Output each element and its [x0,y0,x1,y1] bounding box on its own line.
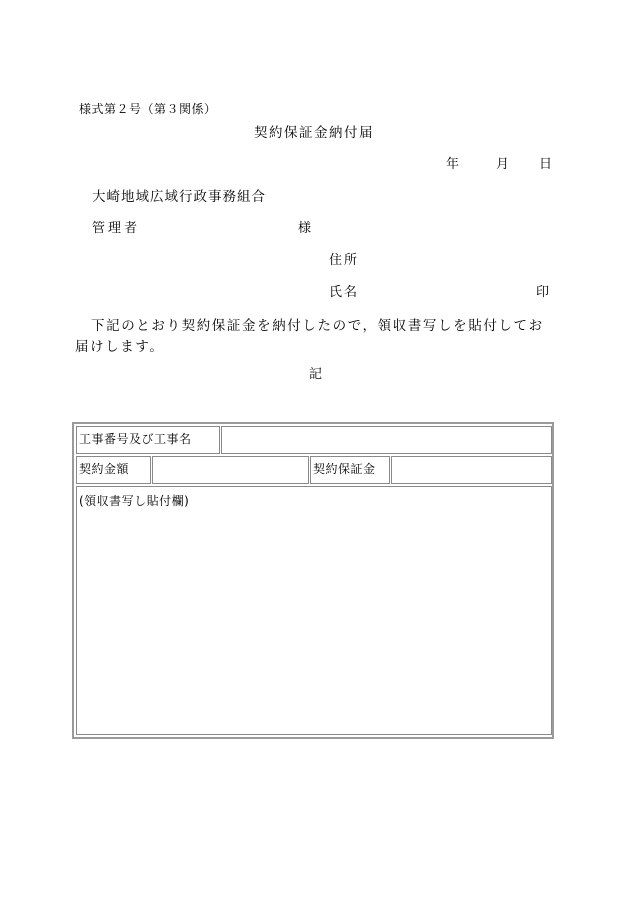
contract-amount-label: 契約金額 [76,456,151,484]
contract-deposit-field[interactable] [391,456,552,484]
submitter-address-label: 住所 [329,253,360,268]
form-number: 様式第２号（第３関係） [79,102,217,116]
submitter-name-label: 氏名 [329,285,360,300]
document-title: 契約保証金納付届 [254,125,374,141]
date-year-label: 年 [446,157,460,172]
ki-heading: 記 [309,367,323,382]
work-number-name-label: 工事番号及び工事名 [76,426,220,454]
contract-amount-field[interactable] [152,456,309,484]
work-number-name-field[interactable] [221,426,552,454]
submission-table [72,422,554,739]
addressee-organization: 大崎地域広域行政事務組合 [92,189,266,205]
addressee-role: 管理者 [92,221,141,236]
addressee-honorific: 様 [298,221,312,236]
contract-deposit-label: 契約保証金 [310,456,390,484]
receipt-copy-area[interactable]: (領収書写し貼付欄) [76,486,552,735]
body-paragraph: 下記のとおり契約保証金を納付したので，領収書写しを貼付してお届けします。 [75,318,544,355]
date-day-label: 日 [539,157,553,172]
seal-mark: 印 [536,285,550,300]
date-month-label: 月 [496,157,510,172]
